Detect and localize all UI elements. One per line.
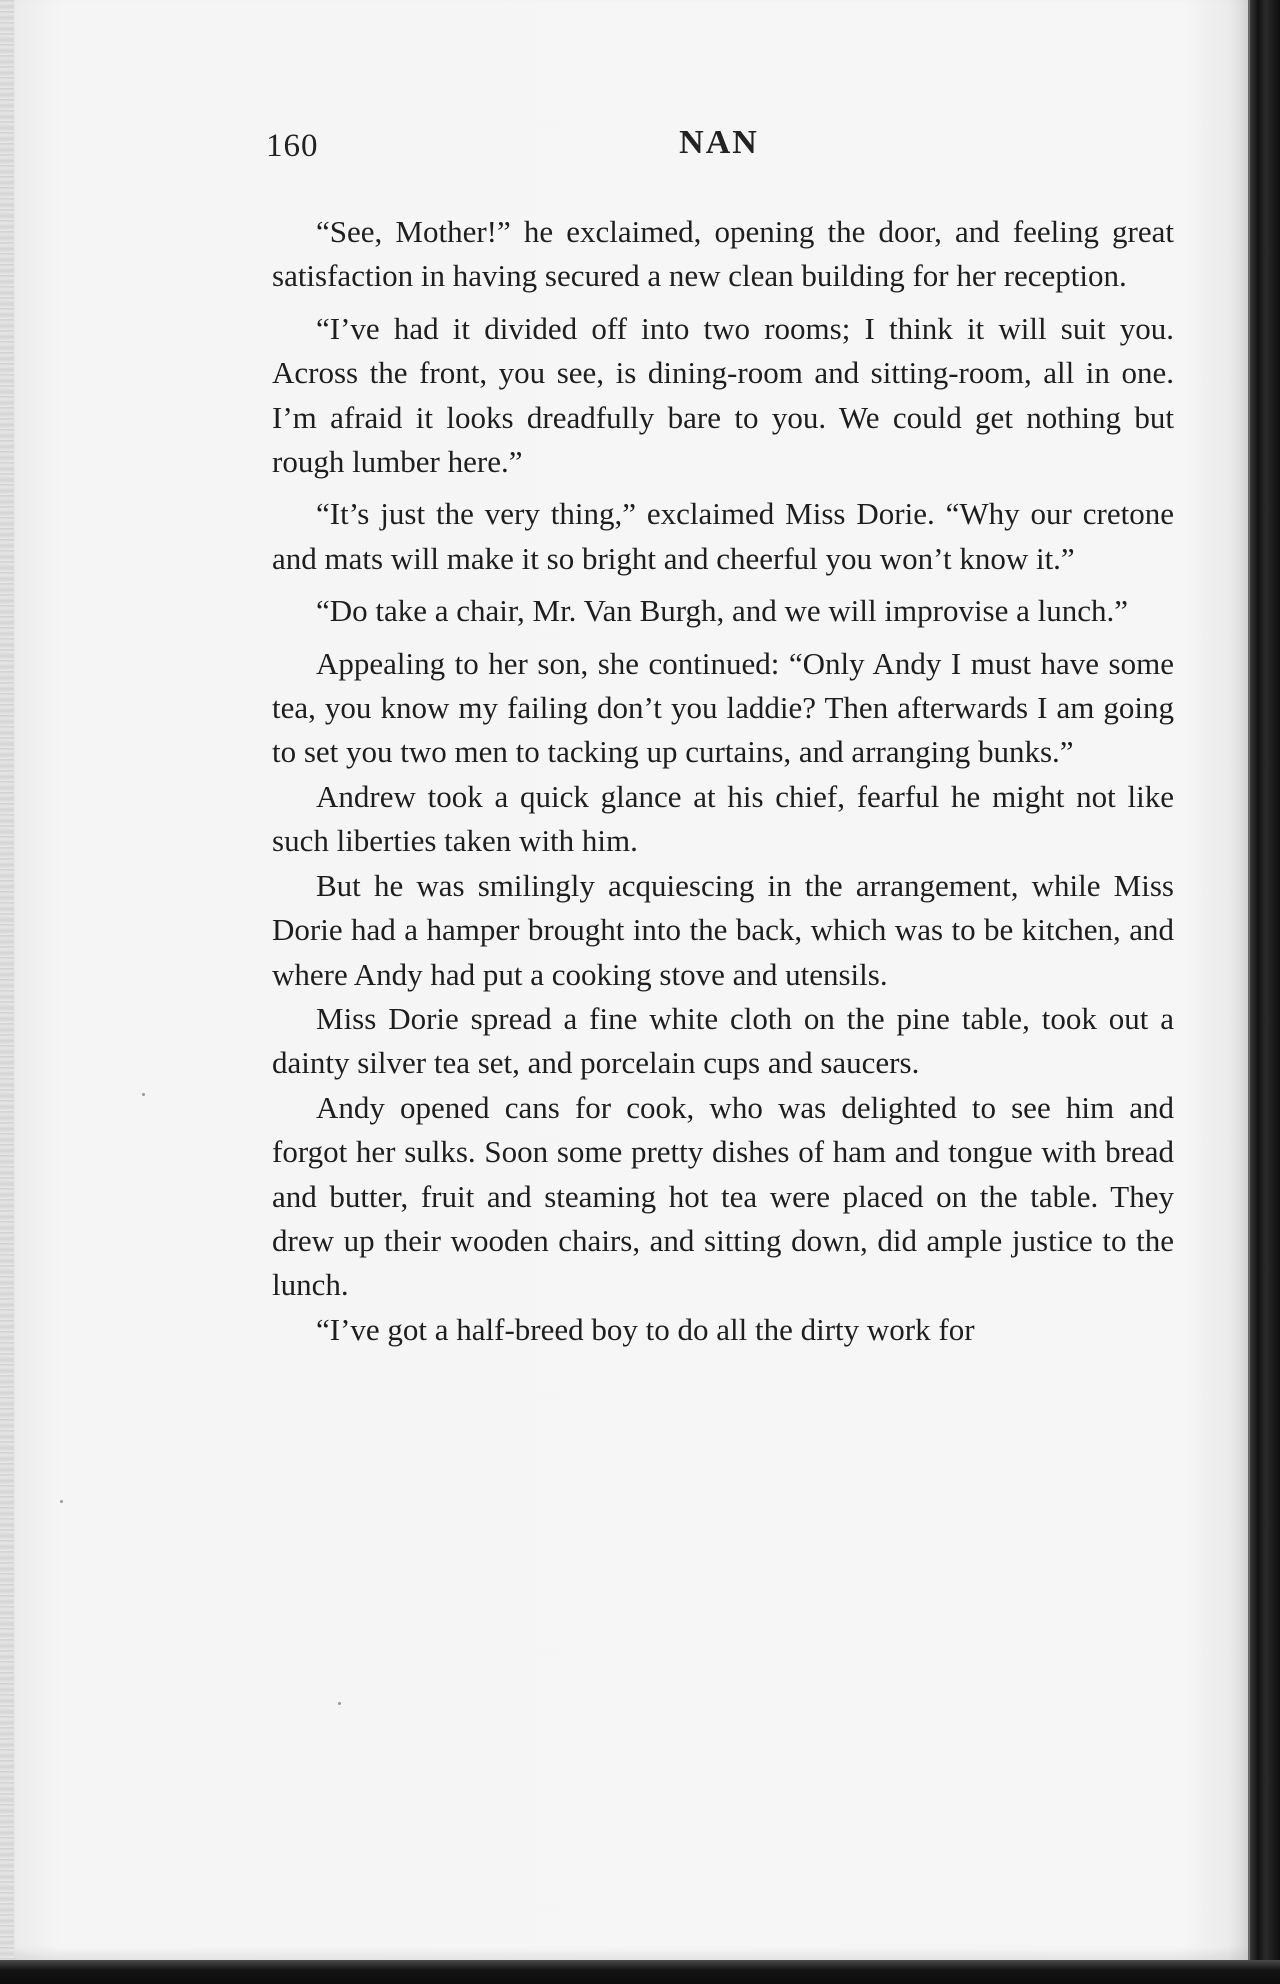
- paragraph: Miss Dorie spread a fine white cloth on the pine table, took out a dainty silver tea set, and porcelain cups and saucers.: [272, 1000, 1174, 1081]
- paper-speck: [142, 1093, 145, 1096]
- paper-speck: [338, 1702, 341, 1705]
- book-spine: [1250, 0, 1280, 1984]
- running-head: NAN: [679, 124, 759, 161]
- paragraph: But he was smilingly acquiescing in the arrangement, while Miss Dorie had a hamper brought into the back, which was to be kitchen, and where Andy had put a cooking stove and utensils.: [272, 867, 1174, 992]
- paragraph: “Do take a chair, Mr. Van Burgh, and we will improvise a lunch.”: [316, 593, 1129, 629]
- page-left-edge: [0, 0, 14, 1960]
- page-number: 160: [266, 128, 319, 164]
- paragraph: “I’ve got a half-breed boy to do all the dirty work for: [316, 1311, 975, 1347]
- paragraph: “It’s just the very thing,” exclaimed Miss Dorie. “Why our cretone and mats will make it so bright and cheerful you won’t know it.”: [272, 496, 1174, 576]
- scan-bottom-edge: [0, 1960, 1280, 1984]
- paragraph: “I’ve had it divided off into two rooms; I think it will suit you. Across the front, you see, is dining-room and sitting-room, all in one. I’m afraid it looks dreadfully bare to you. We could get nothing but rough lumber here.”: [272, 310, 1174, 480]
- paper-speck: [60, 1500, 63, 1503]
- paragraph: Appealing to her son, she continued: “Only Andy I must have some tea, you know my failing don’t you laddie? Then afterwards I am going to set you two men to tacking up curtains, and arranging bunks.”: [272, 645, 1174, 770]
- paragraph: “See, Mother!” he exclaimed, opening the door, and feeling great satisfaction in having secured a new clean building for her reception.: [272, 214, 1174, 294]
- paragraph: Andy opened cans for cook, who was delighted to see him and forgot her sulks. Soon some pretty dishes of ham and tongue with bread and butter, fruit and steaming hot tea were placed on the table. They drew up their wooden chairs, and sitting down, did ample justice to the lunch.: [272, 1089, 1174, 1303]
- paragraph: Andrew took a quick glance at his chief, fearful he might not like such liberties taken with him.: [272, 778, 1174, 859]
- body-text: [272, 210, 1174, 1352]
- page-header: [266, 124, 1172, 174]
